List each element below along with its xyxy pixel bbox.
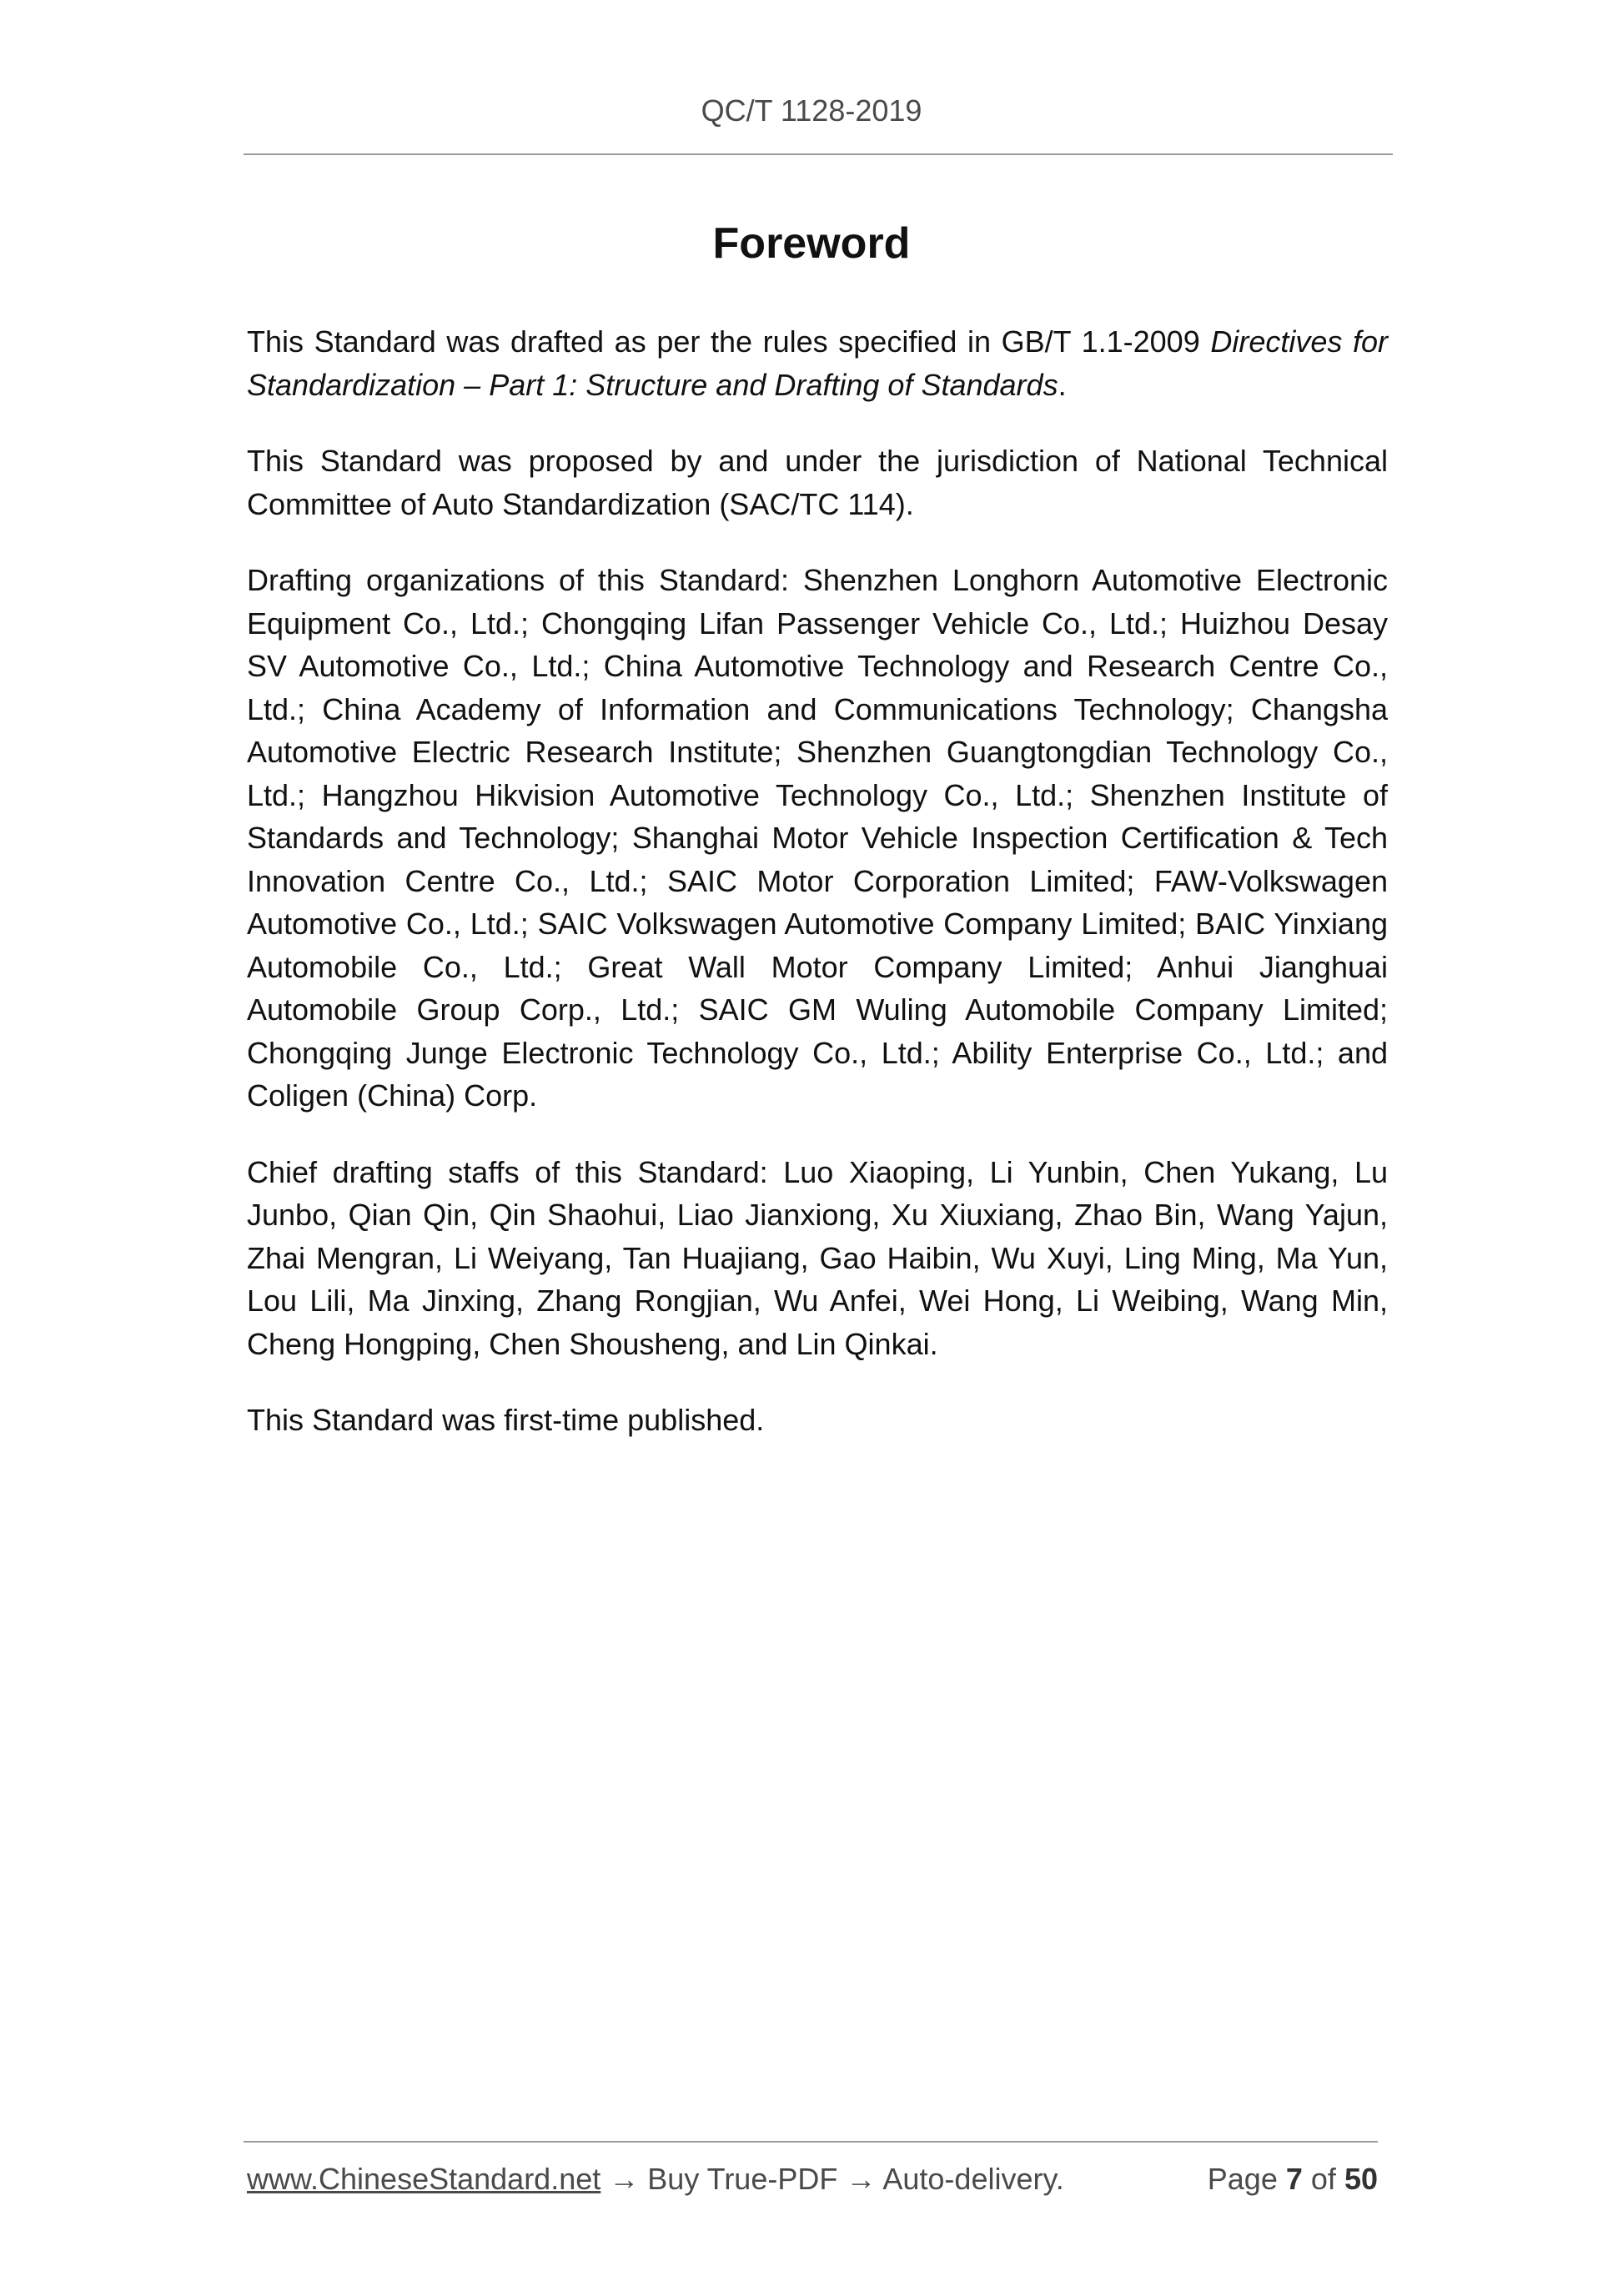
page-footer bbox=[247, 2162, 1378, 2197]
auto-delivery-text: Auto-delivery. bbox=[882, 2162, 1064, 2196]
paragraph-proposal: This Standard was proposed by and under the jurisdiction of National Technical Committee of Auto Standardization (SAC/TC 114). bbox=[247, 444, 1388, 521]
total-pages-number: 50 bbox=[1344, 2162, 1378, 2196]
header-divider bbox=[244, 153, 1393, 155]
current-page-number: 7 bbox=[1285, 2162, 1303, 2196]
paragraph-drafting-rules-end: . bbox=[1058, 367, 1067, 402]
footer-divider bbox=[244, 2141, 1378, 2143]
paragraph-drafting-organizations: Drafting organizations of this Standard: Shenzhen Longhorn Automotive Electronic Equipment Co., Ltd.; Chongqing Lifan Passenger Vehicle Co., Ltd.; Huizhou Desay SV Automotive Co., Ltd.; China Automotive Technology and Research Centre Co., Ltd.; China Academy of Information and Communications Technology; Changsha Automotive Electric Research Institute; Shenzhen Guangtongdian Technology Co., Ltd.; Hangzhou Hikvision Automotive Technology Co., Ltd.; Shenzhen Institute of Standards and Technology; Shanghai Motor Vehicle Inspection Certification & Tech Innovation Centre Co., Ltd.; SAIC Motor Corporation Limited; FAW-Volkswagen Automotive Co., Ltd.; SAIC Volkswagen Automotive Company Limited; BAIC Yinxiang Automobile Co., Ltd.; Great Wall Motor Company Limited; Anhui Jianghuai Automobile Group Corp., Ltd.; SAIC GM Wuling Automobile Company Limited; Chongqing Junge Electronic Technology Co., Ltd.; Ability Enterprise Co., Ltd.; and Coligen (China) Corp. bbox=[247, 563, 1388, 1113]
foreword-body bbox=[247, 320, 1388, 1475]
buy-true-pdf-text: Buy True-PDF bbox=[647, 2162, 838, 2196]
paragraph-drafting-staffs: Chief drafting staffs of this Standard: Luo Xiaoping, Li Yunbin, Chen Yukang, Lu Junbo, Qian Qin, Qin Shaohui, Liao Jianxiong, Xu Xiuxiang, Zhao Bin, Wang Yajun, Zhai Mengran, Li Weiyang, Tan Huajiang, Gao Haibin, Wu Xuyi, Ling Ming, Ma Yun, Lou Lili, Ma Jinxing, Zhang Rongjian, Wu Anfei, Wei Hong, Li Weibing, Wang Min, Cheng Hongping, Chen Shousheng, and Lin Qinkai. bbox=[247, 1154, 1388, 1361]
page-title: Foreword bbox=[712, 219, 911, 268]
document-code-header: QC/T 1128-2019 bbox=[701, 93, 922, 128]
arrow-right-icon: → bbox=[846, 2162, 877, 2196]
website-link[interactable]: www.ChineseStandard.net bbox=[247, 2162, 601, 2196]
page-indicator bbox=[1208, 2162, 1378, 2197]
page-label: Page bbox=[1207, 2162, 1278, 2196]
directive-title-italic: Directives for Standardization – Part 1: Structure and Drafting of Standards bbox=[247, 324, 1389, 402]
of-label: of bbox=[1310, 2162, 1336, 2196]
paragraph-drafting-rules bbox=[247, 320, 1388, 406]
arrow-right-icon: → bbox=[609, 2162, 640, 2196]
paragraph-publication: This Standard was first-time published. bbox=[247, 1403, 765, 1437]
paragraph-drafting-rules-text: This Standard was drafted as per the rules specified in GB/T 1.1-2009 bbox=[247, 324, 1211, 359]
